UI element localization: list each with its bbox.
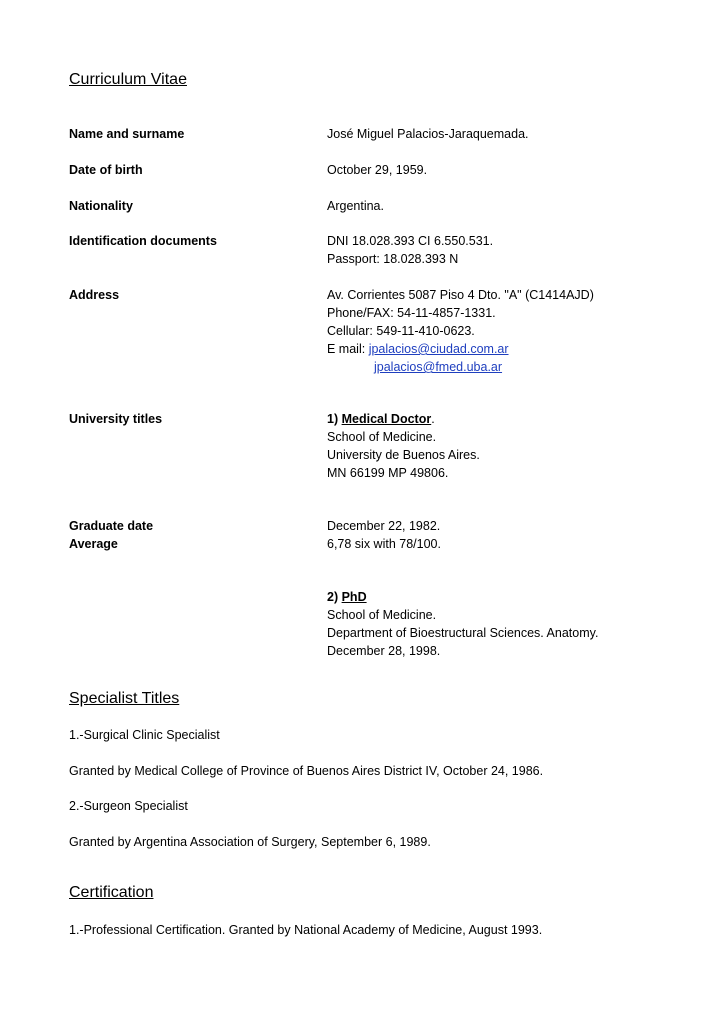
title2-heading xyxy=(327,588,707,606)
id-line: Passport: 18.028.393 N xyxy=(327,252,459,266)
title1-heading xyxy=(327,410,707,428)
id-value xyxy=(327,232,707,268)
specialist-item: Granted by Medical College of Province of Buenos Aires District IV, October 24, 1986. xyxy=(69,764,544,778)
address-label: Address xyxy=(69,288,120,302)
specialist-item: Granted by Argentina Association of Surgery, September 6, 1989. xyxy=(69,835,431,849)
nationality-label: Nationality xyxy=(69,199,133,213)
name-value: José Miguel Palacios-Jaraquemada. xyxy=(327,127,529,141)
title2-line: Department of Bioestructural Sciences. Anatomy. xyxy=(327,626,599,640)
dob-value: October 29, 1959. xyxy=(327,163,428,177)
average-value: 6,78 six with 78/100. xyxy=(327,537,441,551)
specialist-item: 1.-Surgical Clinic Specialist xyxy=(69,728,220,742)
title1-line: MN 66199 MP 49806. xyxy=(327,466,449,480)
email-link-1[interactable]: jpalacios@ciudad.com.ar xyxy=(368,342,509,356)
nationality-value: Argentina. xyxy=(327,199,384,213)
title2-name: PhD xyxy=(341,590,367,604)
title1-period: . xyxy=(431,412,435,426)
title2-line: School of Medicine. xyxy=(327,608,437,622)
university-title-1 xyxy=(327,410,707,482)
email-link-2[interactable]: jpalacios@fmed.uba.ar xyxy=(374,360,503,374)
university-label: University titles xyxy=(69,412,163,426)
graduate-value: December 22, 1982. xyxy=(327,519,441,533)
cv-title: Curriculum Vitae xyxy=(69,71,187,88)
title1-name: Medical Doctor xyxy=(341,412,432,426)
name-label: Name and surname xyxy=(69,127,185,141)
title1-line: School of Medicine. xyxy=(327,430,437,444)
graduate-label: Graduate date xyxy=(69,519,154,533)
specialist-item: 2.-Surgeon Specialist xyxy=(69,799,188,813)
address-line: Av. Corrientes 5087 Piso 4 Dto. "A" (C1414AJD) xyxy=(327,288,594,302)
email-line xyxy=(327,340,707,358)
certification-item: 1.-Professional Certification. Granted by National Academy of Medicine, August 1993. xyxy=(69,923,543,937)
dob-label: Date of birth xyxy=(69,163,143,177)
address-value xyxy=(327,286,707,376)
id-label: Identification documents xyxy=(69,234,217,248)
average-label: Average xyxy=(69,537,118,551)
title1-number: 1) xyxy=(327,412,342,426)
title1-line: University de Buenos Aires. xyxy=(327,448,480,462)
id-line: DNI 18.028.393 CI 6.550.531. xyxy=(327,234,494,248)
title2-line: December 28, 1998. xyxy=(327,644,441,658)
cellular-line: Cellular: 549-11-410-0623. xyxy=(327,324,475,338)
university-title-2 xyxy=(327,588,707,660)
specialist-title: Specialist Titles xyxy=(69,690,180,707)
phone-line: Phone/FAX: 54-11-4857-1331. xyxy=(327,306,496,320)
certification-title: Certification xyxy=(69,884,154,901)
email-line-2 xyxy=(327,358,707,376)
email-prefix: E mail: xyxy=(327,342,369,356)
title2-number: 2) xyxy=(327,590,342,604)
